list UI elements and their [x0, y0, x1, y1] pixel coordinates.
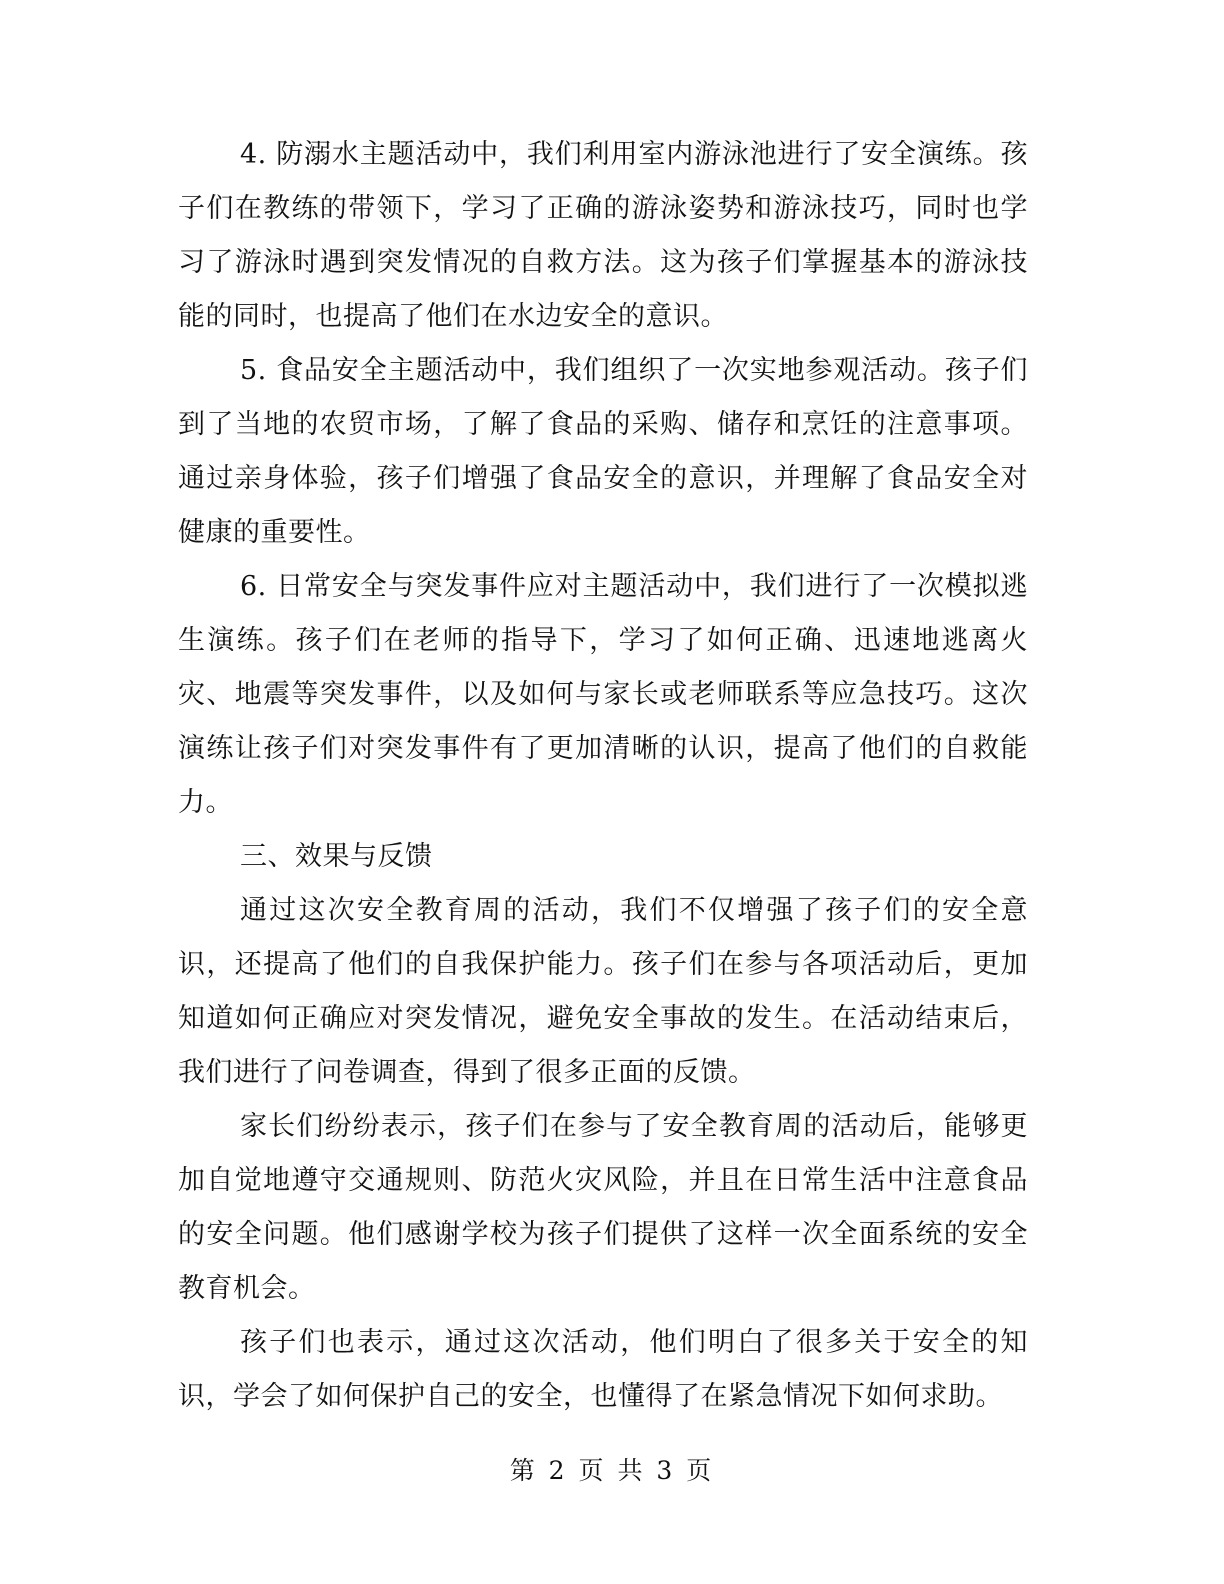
paragraph-emergency-drill: 6. 日常安全与突发事件应对主题活动中，我们进行了一次模拟逃生演练。孩子们在老师的指导下，学习了如何正确、迅速地逃离火灾、地震等突发事件，以及如何与家长或老师联系等应急技巧。这次演练让孩子们对突发事件有了更加清晰的认识，提高了他们的自救能力。	[178, 571, 1028, 818]
paragraph-drowning-prevention: 4. 防溺水主题活动中，我们利用室内游泳池进行了安全演练。孩子们在教练的带领下，学习了正确的游泳姿势和游泳技巧，同时也学习了游泳时遇到突发情况的自救方法。这为孩子们掌握基本的游泳技能的同时，也提高了他们在水边安全的意识。	[178, 139, 1028, 332]
document-body	[178, 128, 1028, 1424]
paragraph-results: 通过这次安全教育周的活动，我们不仅增强了孩子们的安全意识，还提高了他们的自我保护能力。孩子们在参与各项活动后，更加知道如何正确应对突发情况，避免安全事故的发生。在活动结束后，我们进行了问卷调查，得到了很多正面的反馈。	[178, 895, 1028, 1088]
paragraph-food-safety: 5. 食品安全主题活动中，我们组织了一次实地参观活动。孩子们到了当地的农贸市场，了解了食品的采购、储存和烹饪的注意事项。通过亲身体验，孩子们增强了食品安全的意识，并理解了食品安全对健康的重要性。	[178, 355, 1028, 548]
section-heading-results-feedback: 三、效果与反馈	[240, 841, 433, 872]
page-number-footer: 第 2 页 共 3 页	[509, 1456, 715, 1485]
paragraph-children-feedback: 孩子们也表示，通过这次活动，他们明白了很多关于安全的知识，学会了如何保护自己的安全，也懂得了在紧急情况下如何求助。	[178, 1327, 1028, 1412]
paragraph-parent-feedback: 家长们纷纷表示，孩子们在参与了安全教育周的活动后，能够更加自觉地遵守交通规则、防范火灾风险，并且在日常生活中注意食品的安全问题。他们感谢学校为孩子们提供了这样一次全面系统的安全教育机会。	[178, 1111, 1028, 1304]
